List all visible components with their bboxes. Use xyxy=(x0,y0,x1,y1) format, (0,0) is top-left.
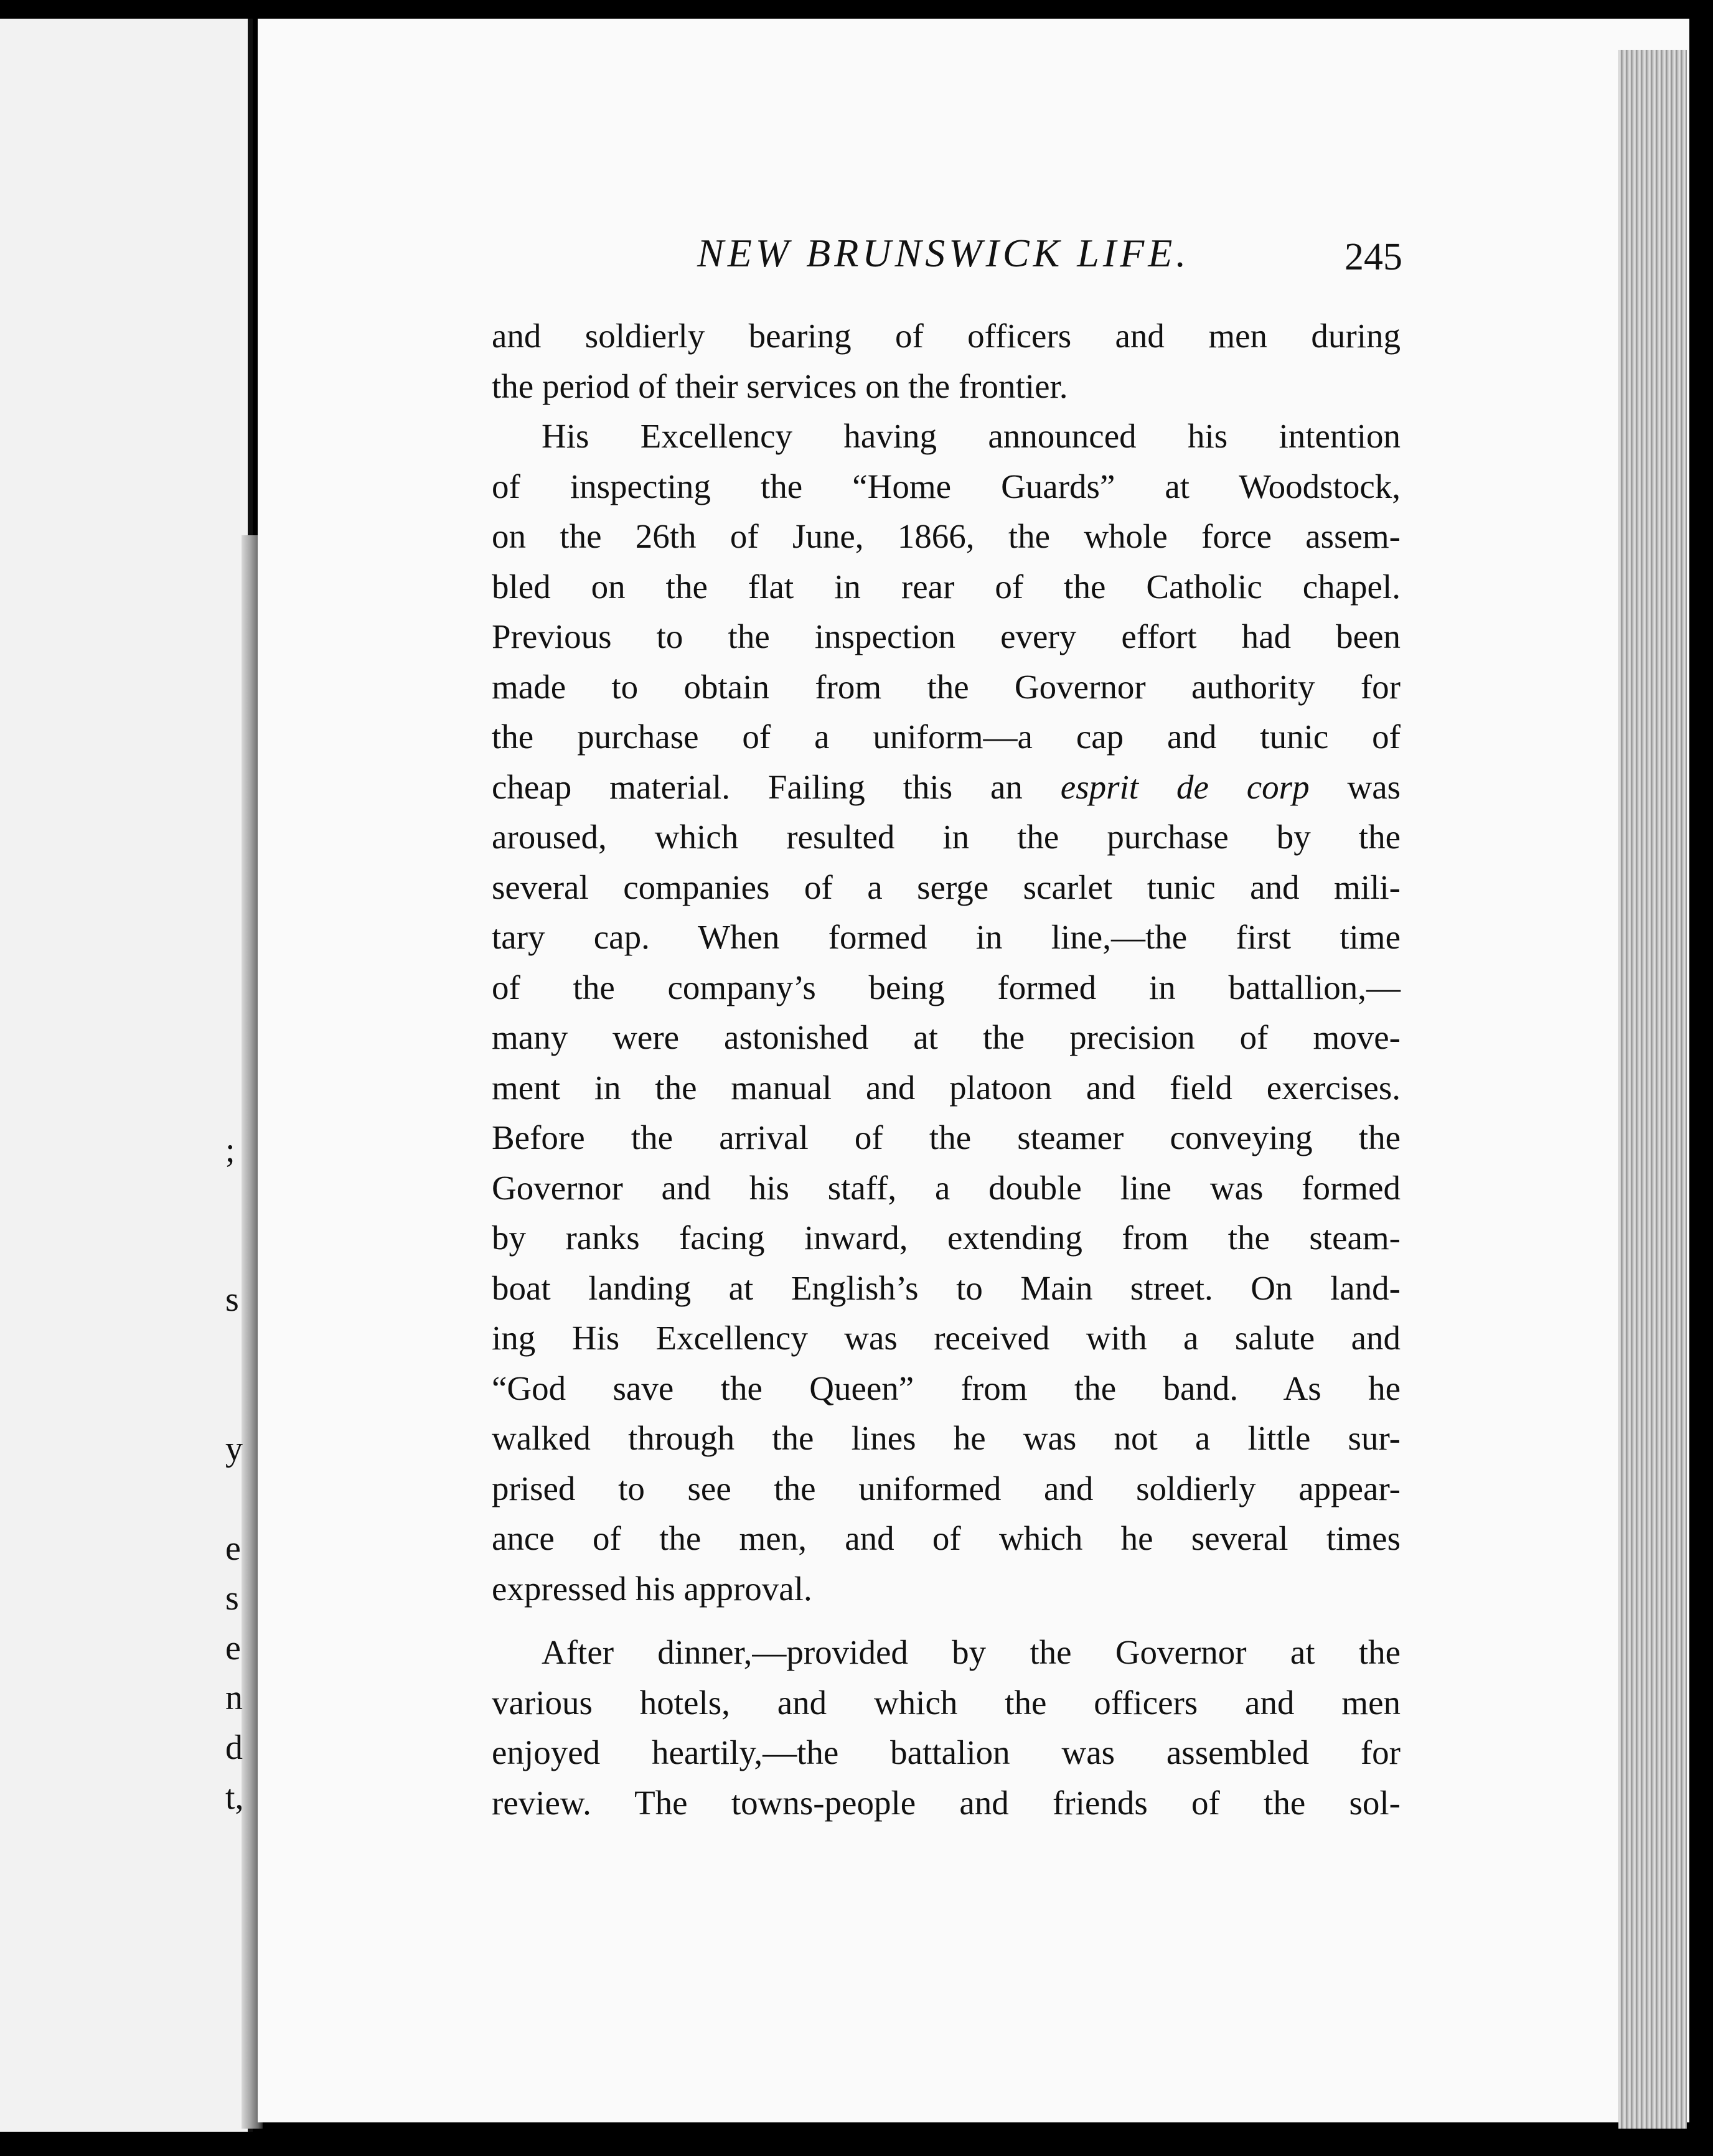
margin-fragment: y xyxy=(225,1430,243,1468)
line-end: was xyxy=(1347,767,1401,806)
text-line: tary cap. When formed in line,—the first time xyxy=(492,918,1401,956)
text-line: After dinner,—provided by the Governor at the xyxy=(542,1633,1401,1671)
text-line: various hotels, and which the officers and men xyxy=(492,1683,1401,1722)
previous-page-edge xyxy=(0,19,249,2132)
text-line: of inspecting the “Home Guards” at Woodstock, xyxy=(492,467,1401,505)
text-line: boat landing at English’s to Main street. On land- xyxy=(492,1268,1401,1307)
text-line: His Excellency having announced his intention xyxy=(542,417,1401,455)
paragraph-gap xyxy=(492,1614,1401,1628)
text-line: bled on the flat in rear of the Catholic chapel. xyxy=(492,567,1401,606)
text-line: many were astonished at the precision of move- xyxy=(492,1018,1401,1056)
text-line: Governor and his staff, a double line was formed xyxy=(492,1168,1401,1207)
margin-fragment: n xyxy=(225,1679,243,1717)
text-line: expressed his approval. xyxy=(492,1569,812,1608)
margin-fragment: t, xyxy=(225,1778,244,1817)
margin-fragment: ; xyxy=(225,1131,235,1169)
text-line: several companies of a serge scarlet tunic and mili- xyxy=(492,868,1401,906)
text-line: of the company’s being formed in battallion,— xyxy=(492,968,1401,1006)
text-line: enjoyed heartily,—the battalion was assembled for xyxy=(492,1733,1401,1771)
text-line: on the 26th of June, 1866, the whole force assem- xyxy=(492,517,1401,555)
text-line: prised to see the uniformed and soldierly appear- xyxy=(492,1469,1401,1507)
margin-fragment: e xyxy=(225,1529,241,1568)
text-line: ing His Excellency was received with a salute and xyxy=(492,1319,1401,1357)
text-line: walked through the lines he was not a little sur- xyxy=(492,1419,1401,1457)
text-line-with-italic xyxy=(492,762,1401,813)
text-line: ance of the men, and of which he several times xyxy=(492,1519,1401,1557)
text-line: the period of their services on the frontier. xyxy=(492,367,1068,405)
running-head: NEW BRUNSWICK LIFE. xyxy=(697,231,1190,275)
text-line: Before the arrival of the steamer conveying the xyxy=(492,1118,1401,1156)
text-line: ment in the manual and platoon and field exercises. xyxy=(492,1068,1401,1107)
page-number: 245 xyxy=(1345,236,1402,278)
text-line: Previous to the inspection every effort had been xyxy=(492,617,1401,655)
text-line: review. The towns-people and friends of the sol- xyxy=(492,1783,1401,1822)
text-line: “God save the Queen” from the band. As he xyxy=(492,1369,1401,1407)
margin-fragment: s xyxy=(225,1280,239,1319)
text-line: by ranks facing inward, extending from the steam- xyxy=(492,1219,1401,1257)
text-line: aroused, which resulted in the purchase by the xyxy=(492,818,1401,856)
line-start: cheap material. Failing this an xyxy=(492,767,1023,806)
text-line: the purchase of a uniform—a cap and tunic of xyxy=(492,718,1401,756)
text-line: made to obtain from the Governor authority for xyxy=(492,667,1401,706)
margin-fragment: e xyxy=(225,1629,241,1667)
body-text xyxy=(492,311,1401,1828)
margin-fragment: s xyxy=(225,1579,239,1618)
italic-phrase: esprit de corp xyxy=(1060,767,1310,806)
text-line: and soldierly bearing of officers and men during xyxy=(492,317,1401,355)
page-stack-edge xyxy=(1618,50,1687,2129)
margin-fragment: d xyxy=(225,1728,243,1767)
